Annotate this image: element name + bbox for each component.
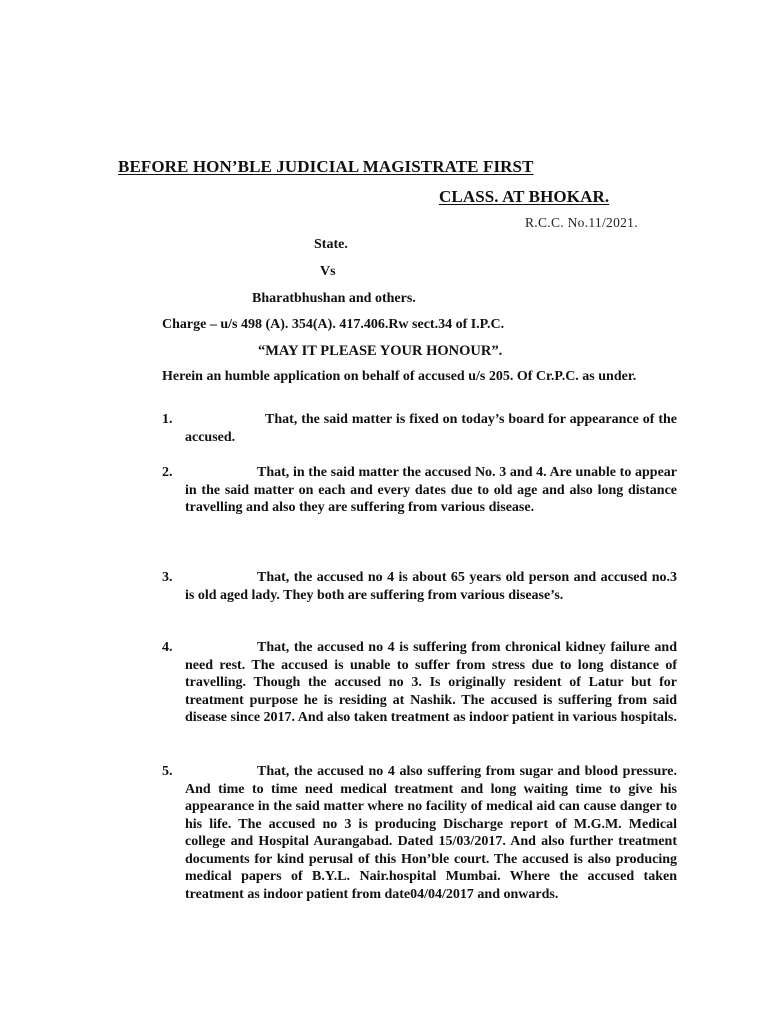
paragraph-text: That, the accused no 4 is about 65 years old person and accused no.3 is old aged lady. They both are suffering from various disease’s. xyxy=(185,570,677,603)
versus-label: Vs xyxy=(320,264,336,279)
numbered-paragraph xyxy=(162,411,677,446)
numbered-paragraph xyxy=(162,639,677,727)
paragraph-number: 2. xyxy=(162,465,173,480)
paragraph-text: That, the accused no 4 is suffering from chronical kidney failure and need rest. The accused is unable to suffer from stress due to long distance of travelling. Though the accused no 3. Is originally resident of Latur but for treatment purpose he is residing at Nashik. The accused is suffering from said disease since 2017. And also taken treatment as indoor patient in various hospitals. xyxy=(185,640,677,725)
paragraph-text: That, the said matter is fixed on today’s board for appearance of the accused. xyxy=(185,412,677,445)
complainant-name: State. xyxy=(314,237,348,252)
numbered-paragraph xyxy=(162,464,677,517)
intro-text: Herein an humble application on behalf of accused u/s 205. Of Cr.P.C. as under. xyxy=(162,369,637,384)
paragraph-number: 1. xyxy=(162,412,173,427)
paragraph-text: That, in the said matter the accused No. 3 and 4. Are unable to appear in the said matter on each and every dates due to old age and also long distance travelling and also they are suffering from various disease. xyxy=(185,465,677,515)
paragraph-number: 5. xyxy=(162,764,173,779)
salutation: “MAY IT PLEASE YOUR HONOUR”. xyxy=(258,343,503,359)
accused-name: Bharatbhushan and others. xyxy=(252,291,416,306)
court-heading-line1: BEFORE HON’BLE JUDICIAL MAGISTRATE FIRST xyxy=(118,157,534,176)
numbered-paragraph xyxy=(162,763,677,903)
numbered-paragraph xyxy=(162,569,677,604)
paragraph-text: That, the accused no 4 also suffering from sugar and blood pressure. And time to time need medical treatment and long waiting time to give his appearance in the said matter where no facility of medical aid can cause danger to his life. The accused no 3 is producing Discharge report of M.G.M. Medical college and Hospital Aurangabad. Dated 15/03/2017. And also further treatment documents for kind perusal of this Hon’ble court. The accused is also producing medical papers of B.Y.L. Nair.hospital Mumbai. Where the accused taken treatment as indoor patient from date04/04/2017 and onwards. xyxy=(185,764,677,902)
court-heading-line2: CLASS. AT BHOKAR. xyxy=(439,187,610,206)
paragraph-number: 4. xyxy=(162,640,173,655)
paragraph-number: 3. xyxy=(162,570,173,585)
case-number: R.C.C. No.11/2021. xyxy=(525,215,638,230)
charge-line: Charge – u/s 498 (A). 354(A). 417.406.Rw sect.34 of I.P.C. xyxy=(162,317,505,332)
